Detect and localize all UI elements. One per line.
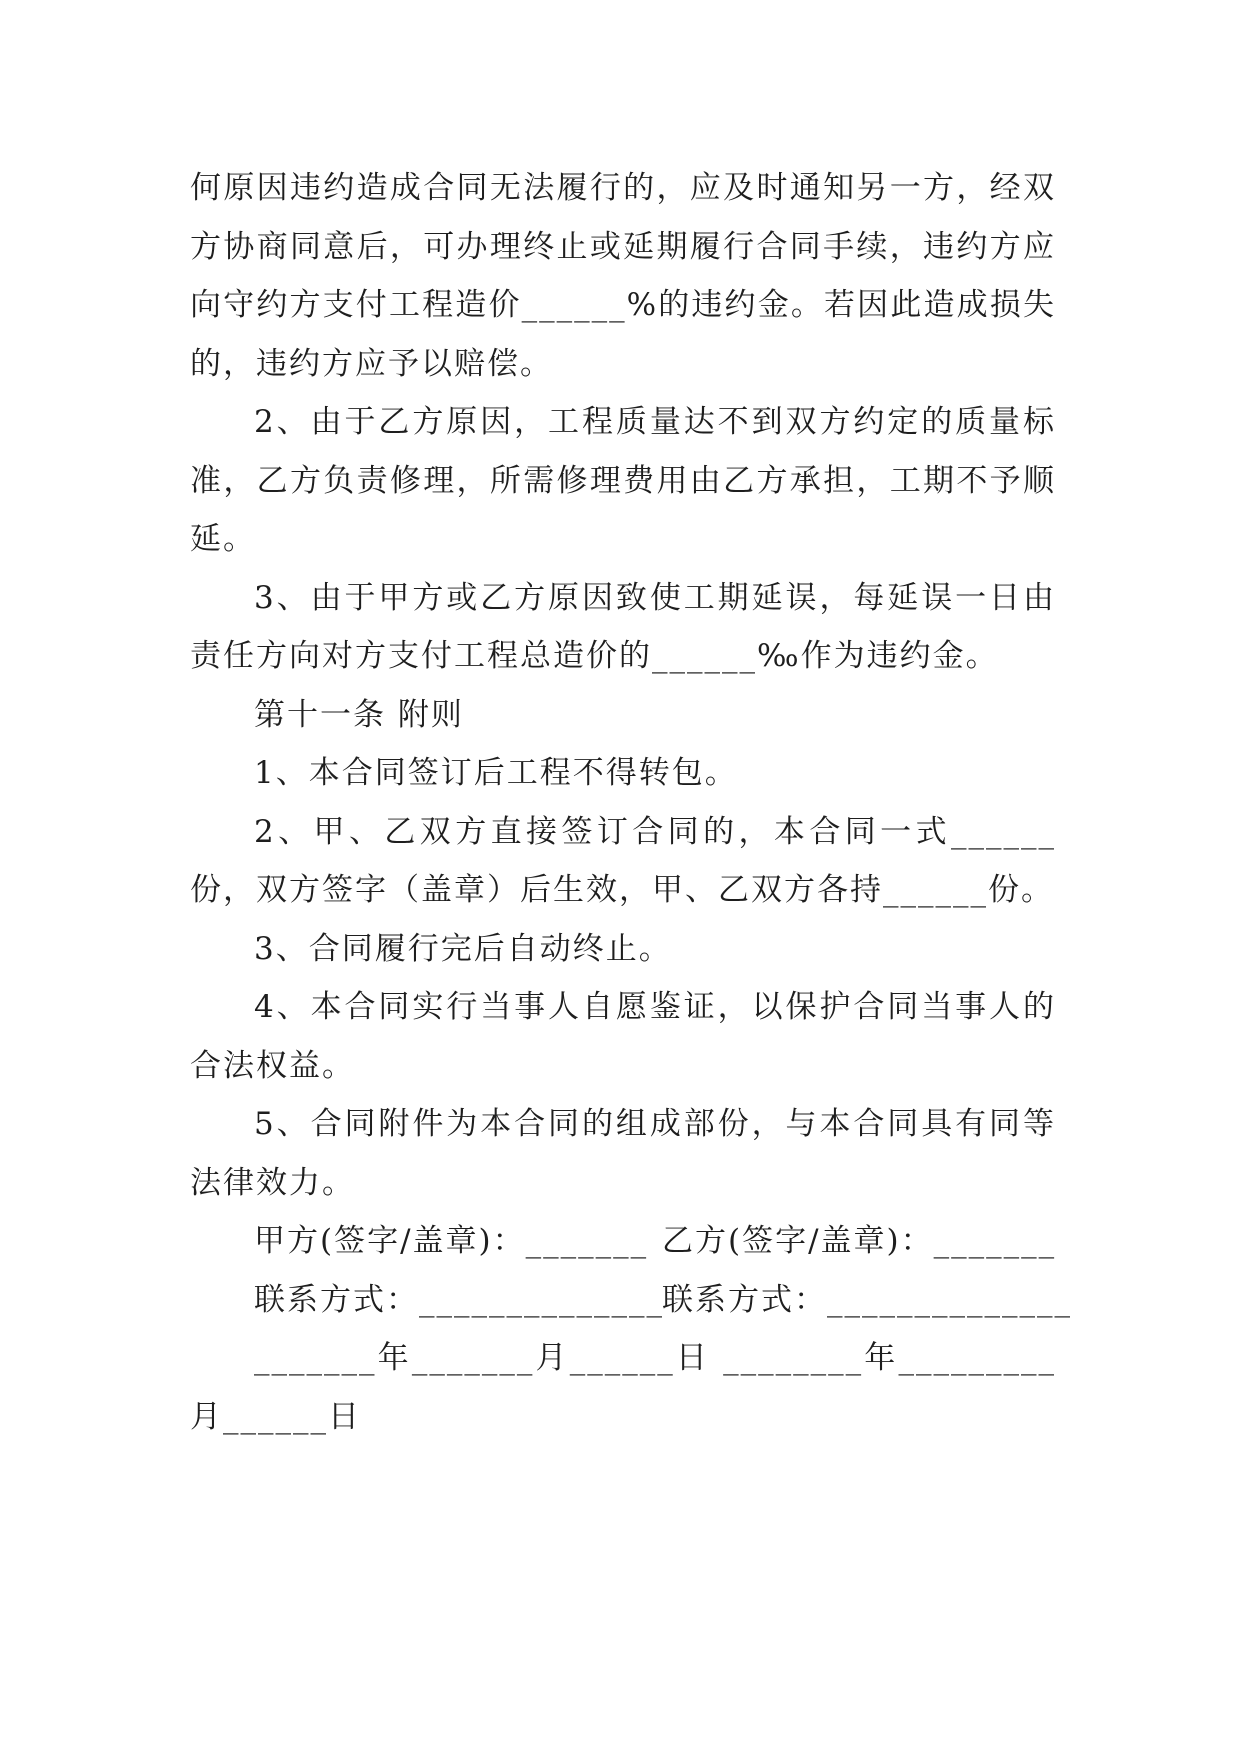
- paragraph-auto-termination: 3、合同履行完后自动终止。: [254, 930, 672, 967]
- party-b-signature: 乙方(签字/盖章)：_______: [662, 1223, 1057, 1259]
- paragraph-copies-clause: 2、甲、乙双方直接签订合同的，本合同一式______份，双方签字（盖章）后生效，甲、乙双方各持______份。: [190, 813, 1056, 908]
- paragraph-verification: 4、本合同实行当事人自愿鉴证，以保护合同当事人的合法权益。: [190, 989, 1056, 1084]
- section-heading-article-11: 第十一条 附则: [254, 696, 464, 733]
- paragraph-breach-termination: 何原因违约造成合同无法履行的，应及时通知另一方，经双方协商同意后，可办理终止或延期履行合同手续，违约方应向守约方支付工程造价______%的违约金。若因此造成损失的，违约方应予以赔偿。: [190, 170, 1056, 382]
- signature-row: [190, 1212, 1056, 1271]
- contract-body: [190, 159, 1072, 1446]
- paragraph-quality-clause: 2、由于乙方原因，工程质量达不到双方约定的质量标准，乙方负责修理，所需修理费用由乙方承担，工期不予顺延。: [190, 404, 1056, 557]
- paragraph-attachments: 5、合同附件为本合同的组成部份，与本合同具有同等法律效力。: [190, 1106, 1056, 1201]
- party-a-contact: 联系方式：______________: [254, 1281, 664, 1318]
- paragraph-delay-clause: 3、由于甲方或乙方原因致使工期延误，每延误一日由责任方向对方支付工程总造价的______‰作为违约金。: [190, 579, 1056, 674]
- paragraph-no-subcontract: 1、本合同签订后工程不得转包。: [254, 755, 738, 791]
- party-b-contact: 联系方式：______________: [662, 1281, 1072, 1318]
- contact-row: [190, 1271, 1072, 1330]
- date-line: _______年_______月______日 ________年_________月______日: [190, 1340, 1056, 1435]
- party-a-signature: 甲方(签字/盖章)：_______: [254, 1223, 649, 1259]
